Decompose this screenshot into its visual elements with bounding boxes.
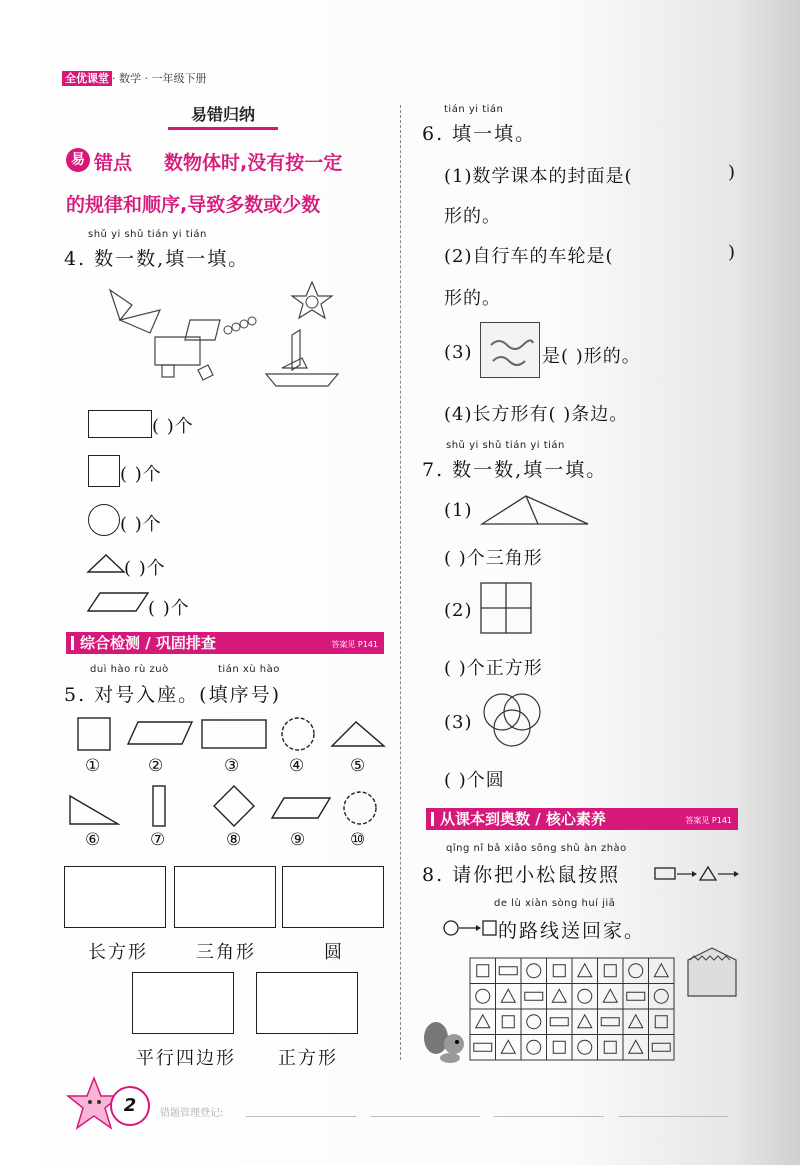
maze-cell[interactable]	[521, 1009, 547, 1035]
maze-cell[interactable]	[649, 1009, 675, 1035]
q6-p3-text: 是( )形的。	[542, 346, 641, 367]
footer-line-1	[246, 1116, 356, 1117]
triangle-icon	[501, 1040, 515, 1053]
triangle-icon	[603, 989, 617, 1002]
rectangle-icon	[627, 992, 645, 1000]
error-badge: 易	[66, 148, 90, 172]
book-header	[62, 70, 206, 86]
triangle-icon	[629, 1015, 643, 1028]
maze-cell[interactable]	[649, 984, 675, 1010]
q8-line2: 的路线送回家。	[498, 920, 646, 942]
rectangle-icon	[652, 1043, 670, 1051]
rectangle-icon	[499, 967, 517, 975]
maze-cell[interactable]	[470, 958, 496, 984]
q5-pinyin-1: duì hào rù zuò	[90, 664, 169, 675]
section-bar-olympiad	[426, 808, 738, 830]
q4-answer-circle[interactable]: ( )个	[120, 514, 162, 535]
circle-icon	[527, 1015, 541, 1029]
square-icon	[477, 965, 489, 977]
rectangle-icon	[601, 1018, 619, 1026]
rectangle-icon	[550, 1018, 568, 1026]
box-rectangle[interactable]	[64, 866, 166, 928]
q8-pinyin-2: de lù xiàn sòng huí jiā	[494, 898, 616, 909]
q7-s3: (3)	[444, 712, 473, 733]
bar-review-ref: 答案见 P141	[331, 640, 378, 649]
maze-cell[interactable]	[496, 1009, 522, 1035]
triangle-figure	[480, 492, 590, 526]
column-divider	[400, 105, 401, 1060]
q4-answer-parallelogram[interactable]: ( )个	[148, 598, 190, 619]
triangle-icon	[578, 964, 592, 977]
q7-s1: (1)	[444, 500, 473, 521]
house-icon	[686, 946, 738, 998]
q6-p1-end: 形的。	[444, 206, 501, 227]
square-icon	[604, 1041, 616, 1053]
square-grid-figure	[480, 582, 532, 634]
q6-title: 6. 填一填。	[422, 123, 537, 145]
box-triangle[interactable]	[174, 866, 276, 928]
bar-review-title: 综合检测 / 巩固排查	[80, 634, 216, 652]
circle-icon	[629, 964, 643, 978]
shape-number-2: ②	[148, 756, 164, 776]
q5-title: 5. 对号入座。(填序号)	[64, 684, 281, 706]
triangle-icon	[476, 1015, 490, 1028]
q6-p1: (1)数学课本的封面是(	[444, 166, 633, 187]
circle-icon	[527, 964, 541, 978]
square-icon	[655, 1016, 667, 1028]
q6-p2-end: 形的。	[444, 288, 501, 309]
route-circle-to-square-icon	[442, 918, 498, 938]
label-triangle: 三角形	[196, 942, 256, 963]
q5-pinyin-2: tián xù hào	[218, 664, 280, 675]
maze-cell[interactable]	[572, 984, 598, 1010]
maze-cell[interactable]	[598, 958, 624, 984]
maze-cell[interactable]	[598, 984, 624, 1010]
square-icon	[604, 965, 616, 977]
label-circle: 圆	[324, 942, 344, 963]
maze-cell[interactable]	[572, 1035, 598, 1061]
maze-cell[interactable]	[496, 984, 522, 1010]
shape-number-7: ⑦	[150, 830, 166, 850]
shape-number-8: ⑧	[226, 830, 242, 850]
label-rectangle: 长方形	[88, 942, 148, 963]
rectangle-icon	[474, 1043, 492, 1051]
brand-logo: 全优课堂	[62, 71, 112, 86]
circle-shape-icon	[88, 504, 120, 536]
box-parallelogram[interactable]	[132, 972, 234, 1034]
circle-icon	[527, 1040, 541, 1054]
header-subtitle: · 数学 · 一年级下册	[112, 72, 207, 85]
maze-cell[interactable]	[572, 958, 598, 984]
box-square[interactable]	[256, 972, 358, 1034]
square-picture-icon	[480, 322, 540, 378]
animal-figure	[100, 285, 260, 385]
square-shape-icon	[88, 455, 120, 487]
maze-cell[interactable]	[547, 1035, 573, 1061]
error-line1: 数物体时,没有按一定	[164, 152, 343, 174]
label-square: 正方形	[278, 1048, 338, 1069]
q6-pinyin: tián yi tián	[444, 104, 504, 115]
box-circle[interactable]	[282, 866, 384, 928]
maze-cell[interactable]	[598, 1035, 624, 1061]
circle-icon	[578, 1040, 592, 1054]
circles-figure	[478, 690, 548, 752]
q7-s2: (2)	[444, 600, 473, 621]
bar-olympiad-title: 从课本到奥数 / 核心素养	[440, 810, 606, 828]
maze-cell[interactable]	[470, 1009, 496, 1035]
maze-cell[interactable]	[547, 984, 573, 1010]
footer-line-3	[494, 1116, 604, 1117]
shape-number-10: ⑩	[350, 830, 366, 850]
q6-p2-close: )	[728, 242, 737, 263]
q4-pinyin: shǔ yi shǔ tián yi tián	[88, 229, 207, 240]
squirrel-icon	[420, 1016, 470, 1066]
maze-cell[interactable]	[649, 958, 675, 984]
q7-a2[interactable]: ( )个正方形	[444, 658, 543, 679]
maze-cell[interactable]	[521, 958, 547, 984]
square-icon	[553, 1041, 565, 1053]
triangle-icon	[578, 1015, 592, 1028]
q7-a1[interactable]: ( )个三角形	[444, 548, 543, 569]
triangle-icon	[654, 964, 668, 977]
q8-line1: 8. 请你把小松鼠按照	[422, 864, 621, 886]
square-icon	[502, 1016, 514, 1028]
q4-title: 4. 数一数,填一填。	[64, 248, 250, 270]
maze-cell[interactable]	[470, 984, 496, 1010]
footer-register-label: 错题管理登记:	[160, 1108, 224, 1119]
circle-icon	[578, 989, 592, 1003]
section-title: 易错归纳	[168, 102, 278, 130]
rectangle-shape-icon	[88, 410, 152, 438]
maze-cell[interactable]	[623, 1009, 649, 1035]
shape-number-9: ⑨	[290, 830, 306, 850]
q6-p2: (2)自行车的车轮是(	[444, 246, 614, 267]
shape-number-3: ③	[224, 756, 240, 776]
page-number: 2	[110, 1086, 150, 1126]
circle-icon	[654, 989, 668, 1003]
q7-title: 7. 数一数,填一填。	[422, 459, 608, 481]
label-parallelogram: 平行四边形	[136, 1048, 236, 1069]
triangle-shape-icon	[86, 552, 126, 574]
maze-cell[interactable]	[623, 958, 649, 984]
q6-p3-label: (3)	[444, 342, 473, 363]
rectangle-icon	[525, 992, 543, 1000]
q7-pinyin: shǔ yi shǔ tián yi tián	[446, 440, 565, 451]
q4-answer-rect[interactable]: ( )个	[152, 416, 194, 437]
triangle-icon	[629, 1040, 643, 1053]
q6-p4: (4)长方形有( )条边。	[444, 404, 629, 425]
maze-cell[interactable]	[547, 958, 573, 984]
q8-pinyin-1: qǐng nǐ bǎ xiǎo sōng shǔ àn zhào	[446, 843, 627, 854]
circle-icon	[476, 989, 490, 1003]
error-line2: 的规律和顺序,导致多数或少数	[66, 194, 321, 216]
footer-line-2	[370, 1116, 480, 1117]
maze-cell[interactable]	[572, 1009, 598, 1035]
maze-cell[interactable]	[623, 1035, 649, 1061]
q4-answer-triangle[interactable]: ( )个	[124, 558, 166, 579]
sailboat-figure	[262, 280, 342, 390]
shape-number-1: ①	[85, 756, 101, 776]
maze-cell[interactable]	[496, 1035, 522, 1061]
parallelogram-shape-icon	[86, 590, 150, 614]
square-icon	[553, 965, 565, 977]
route-rect-to-triangle-icon	[654, 864, 740, 884]
shape-number-4: ④	[289, 756, 305, 776]
bar-olympiad-ref: 答案见 P141	[685, 816, 732, 825]
maze-cell[interactable]	[521, 1035, 547, 1061]
q7-a3[interactable]: ( )个圆	[444, 770, 505, 791]
shape-number-5: ⑤	[350, 756, 366, 776]
error-label: 错点	[94, 152, 133, 174]
q6-p1-close: )	[728, 162, 737, 183]
footer-line-4	[618, 1116, 728, 1117]
shape-number-6: ⑥	[85, 830, 101, 850]
triangle-icon	[552, 989, 566, 1002]
triangle-icon	[501, 989, 515, 1002]
q4-answer-square[interactable]: ( )个	[120, 464, 162, 485]
section-bar-review	[66, 632, 384, 654]
